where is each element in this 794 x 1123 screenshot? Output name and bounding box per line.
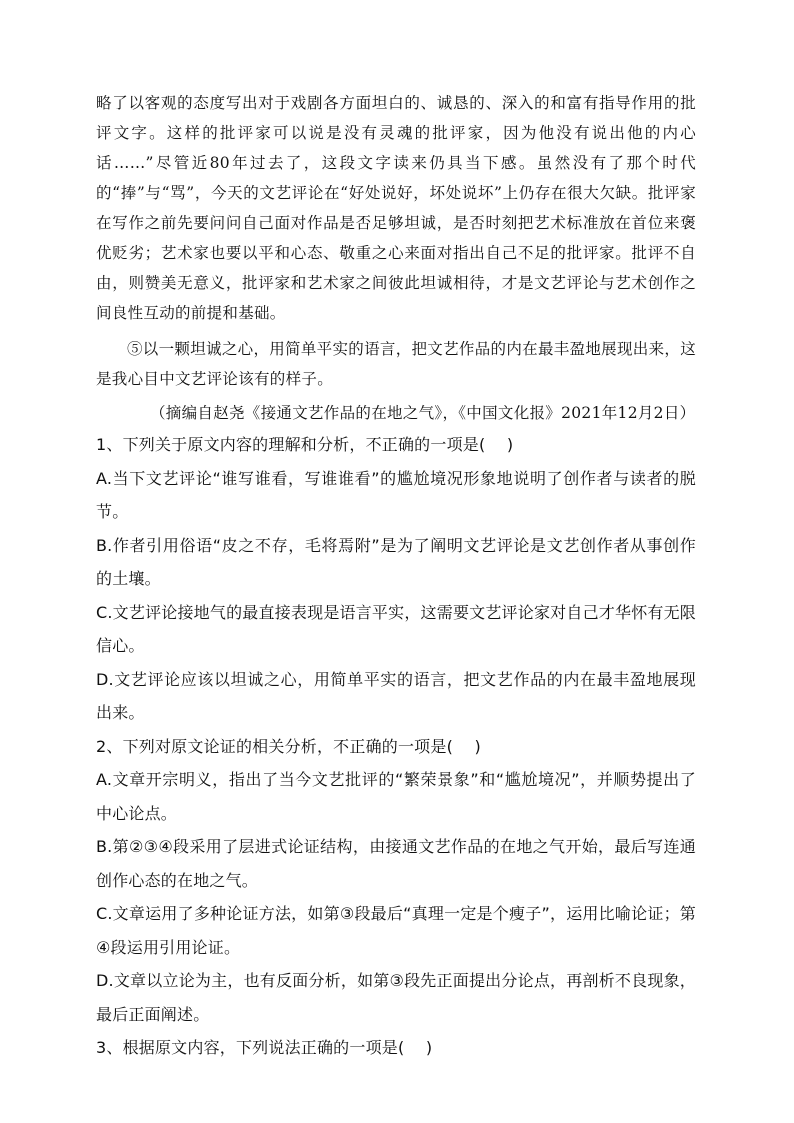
option-d: D.文艺评论应该以坦诚之心，用简单平实的语言，把文艺作品的内在最丰盈地展现出来。: [96, 669, 696, 722]
option-a: A.当下文艺评论“谁写谁看，写谁谁看”的尴尬境况形象地说明了创作者与读者的脱节。: [96, 468, 696, 521]
passage-source-citation: （摘编自赵尧《接通文艺作品的在地之气》，《中国文化报》2021年12月2日）: [150, 404, 696, 422]
option-c: C.文章运用了多种论证方法，如第③段最后“真理一定是个瘦子”，运用比喻论证；第④段运用引用论证。: [96, 904, 696, 957]
question-stem: 1、下列关于原文内容的理解和分析，不正确的一项是( ): [96, 435, 514, 454]
option-d: D.文章以立论为主，也有反面分析，如第③段先正面提出分论点，再剖析不良现象，最后正面阐述。: [96, 971, 696, 1024]
document-page: [96, 88, 696, 1065]
passage-paragraph: 略了以客观的态度写出对于戏剧各方面坦白的、诚恳的、深入的和富有指导作用的批评文字。这样的批评家可以说是没有灵魂的批评家，因为他没有说出他的内心话……”尽管近80年过去了，这段文字读来仍具当下感。虽然没有了那个时代的“捧”与“骂”，今天的文艺评论在“好处说好，坏处说坏”上仍存在很大欠缺。批评家在写作之前先要问问自己面对作品是否足够坦诚，是否时刻把艺术标准放在首位来褒优贬劣；艺术家也要以平和心态、敬重之心来面对指出自己不足的批评家。批评不自由，则赞美无意义，批评家和艺术家之间彼此坦诚相待，才是文艺评论与艺术创作之间良性互动的前提和基础。: [96, 94, 696, 322]
option-b: B.第②③④段采用了层进式论证结构，由接通文艺作品的在地之气开始，最后写连通创作心态的在地之气。: [96, 837, 696, 890]
question-list: [96, 428, 696, 1065]
option-b: B.作者引用俗语“皮之不存，毛将焉附”是为了阐明文艺评论是文艺创作者从事创作的土壤。: [96, 535, 696, 588]
question-2: [96, 730, 696, 1032]
question-1: [96, 428, 696, 730]
question-stem: 2、下列对原文论证的相关分析，不正确的一项是( ): [96, 736, 481, 756]
question-3: [96, 1031, 696, 1065]
passage-paragraph-5: ⑤以一颗坦诚之心，用简单平实的语言，把文艺作品的内在最丰盈地展现出来，这是我心目中文艺评论该有的样子。: [96, 340, 696, 388]
question-stem: 3、根据原文内容，下列说法正确的一项是( ): [96, 1038, 433, 1057]
option-c: C.文艺评论接地气的最直接表现是语言平实，这需要文艺评论家对自己才华怀有无限信心。: [96, 602, 696, 655]
option-a: A.文章开宗明义，指出了当今文艺批评的“繁荣景象”和“尴尬境况”，并顺势提出了中心论点。: [96, 770, 696, 823]
